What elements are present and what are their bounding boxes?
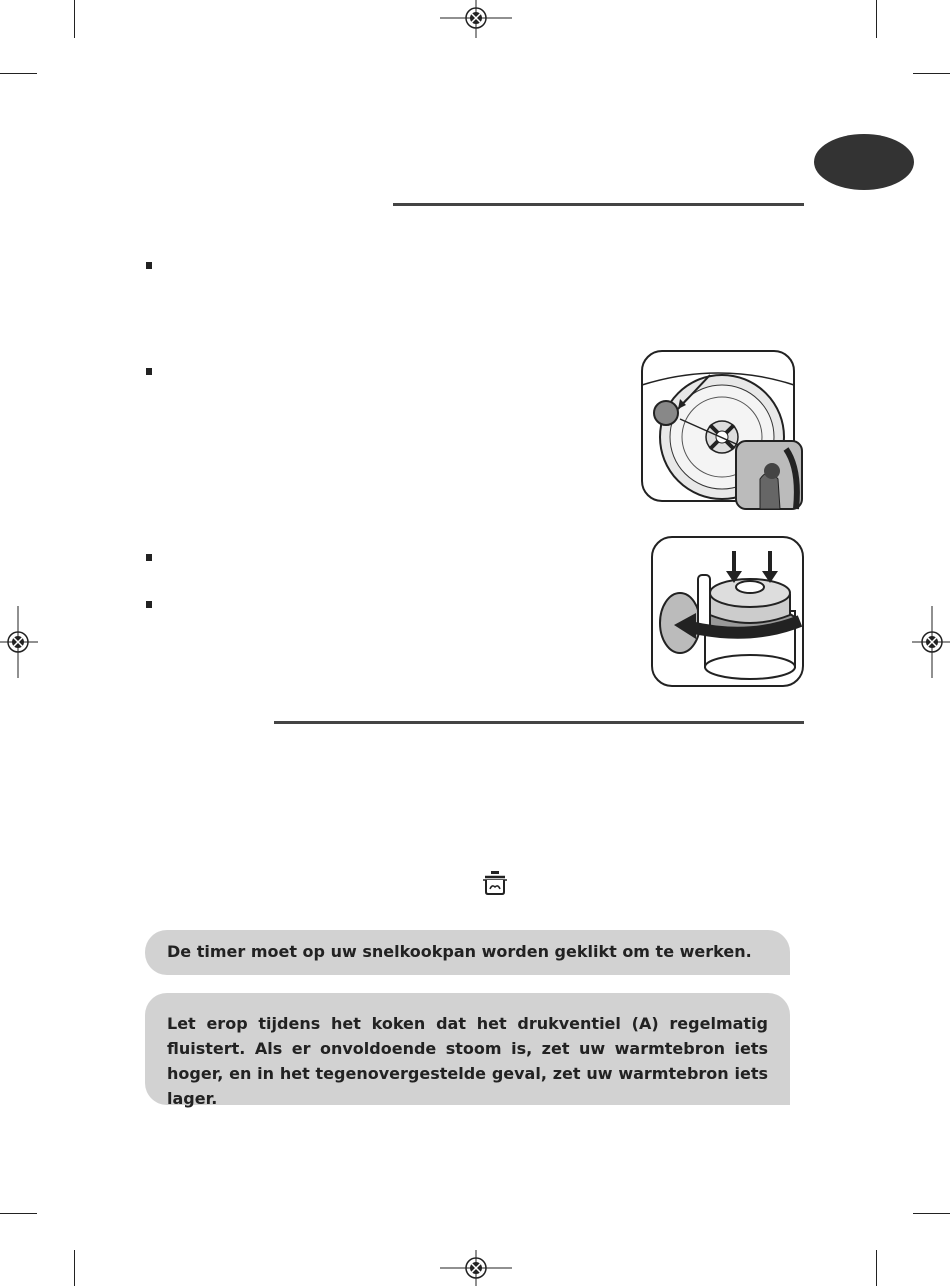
section-rule bbox=[274, 721, 804, 724]
registration-mark-icon bbox=[440, 1250, 512, 1286]
valve-lid-illustration bbox=[640, 349, 805, 511]
crop-mark bbox=[74, 1250, 75, 1286]
crop-mark bbox=[0, 1213, 37, 1214]
timer-attach-illustration bbox=[650, 535, 805, 688]
bullet bbox=[146, 368, 152, 375]
bullet bbox=[146, 601, 152, 608]
crop-mark bbox=[0, 73, 37, 74]
timer-note bbox=[145, 930, 790, 975]
language-tab bbox=[814, 134, 914, 190]
registration-mark-icon bbox=[912, 606, 950, 678]
registration-mark-icon bbox=[0, 606, 38, 678]
bullet bbox=[146, 262, 152, 269]
valve-note bbox=[145, 993, 790, 1108]
crop-mark bbox=[876, 0, 877, 38]
cooking-pot-icon bbox=[481, 870, 509, 896]
registration-mark-icon bbox=[440, 0, 512, 38]
crop-mark bbox=[876, 1250, 877, 1286]
crop-mark bbox=[913, 73, 950, 74]
valve-note-text: Let erop tijdens het koken dat het drukventiel (A) regelmatig fluistert. Als er onvoldoende stoom is, zet uw warmtebron iets hoger, en in het tegenovergestelde geval, zet uw warmtebron iets lager. bbox=[167, 1014, 768, 1108]
crop-mark bbox=[74, 0, 75, 38]
section-rule bbox=[393, 203, 804, 206]
crop-mark bbox=[913, 1213, 950, 1214]
bullet bbox=[146, 554, 152, 561]
timer-note-text: De timer moet op uw snelkookpan worden geklikt om te werken. bbox=[167, 942, 752, 961]
